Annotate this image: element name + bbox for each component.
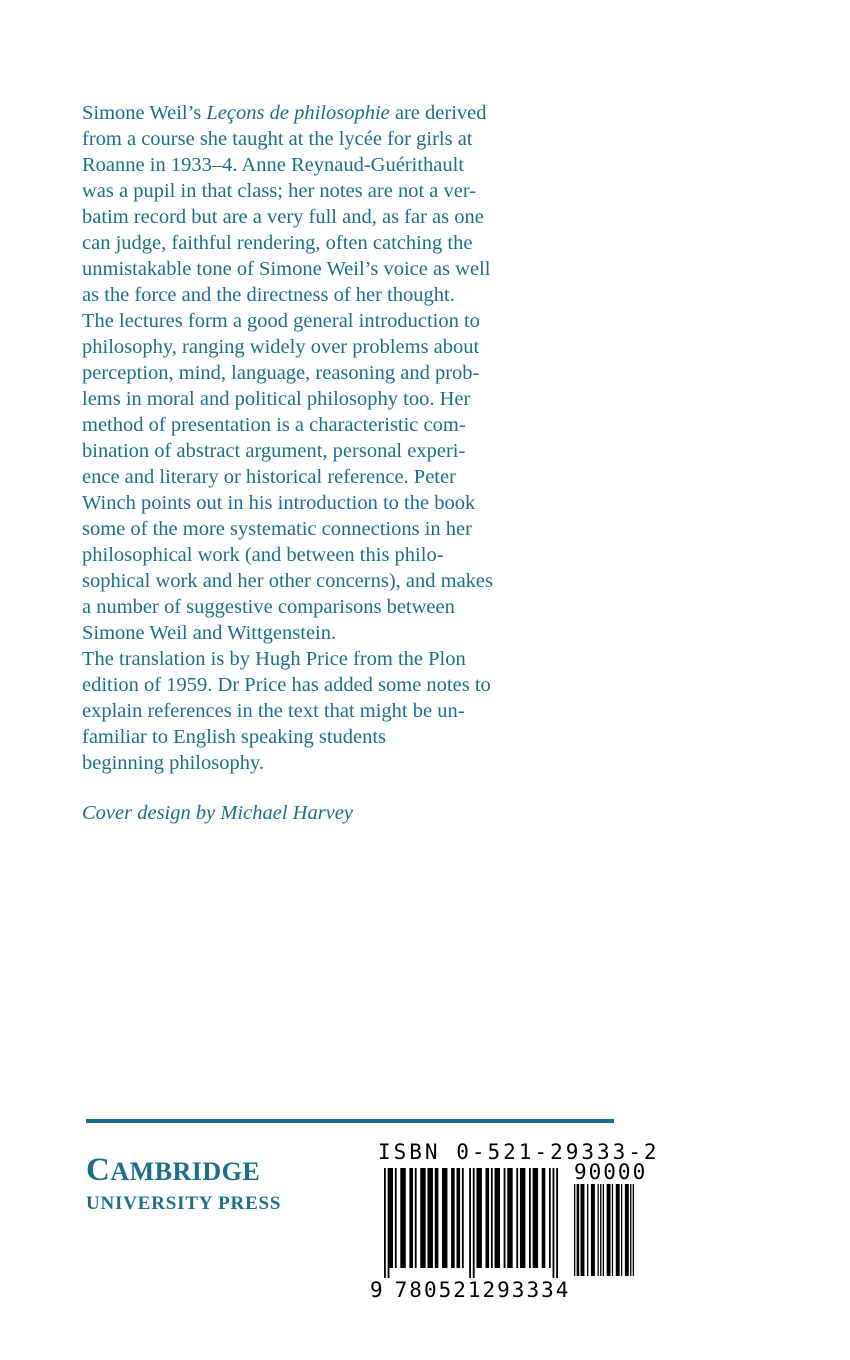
blurb-line: perception, mind, language, reasoning and prob- bbox=[82, 362, 480, 384]
barcode-bar bbox=[529, 1168, 531, 1268]
barcode-bar bbox=[462, 1168, 464, 1268]
blurb-line: ence and literary or historical reference. Peter bbox=[82, 466, 456, 488]
blurb-line: Roanne in 1933–4. Anne Reynaud-Guérithault bbox=[82, 154, 465, 176]
blurb-line bbox=[82, 100, 552, 126]
barcode-bar bbox=[451, 1168, 455, 1268]
barcode-bar bbox=[616, 1184, 620, 1276]
blurb-line: beginning philosophy. bbox=[82, 752, 265, 774]
barcode-bar bbox=[607, 1184, 611, 1276]
barcode-bar bbox=[533, 1168, 538, 1268]
blurb-line: lems in moral and political philosophy too. Her bbox=[82, 388, 471, 410]
barcode-bar bbox=[388, 1168, 390, 1278]
barcode-bar bbox=[587, 1184, 588, 1276]
barcode-bar bbox=[428, 1168, 433, 1268]
barcode-bar bbox=[435, 1168, 439, 1268]
publisher-subtitle: UNIVERSITY PRESS bbox=[86, 1193, 282, 1214]
barcode-bar bbox=[504, 1168, 506, 1268]
barcode-bar bbox=[486, 1168, 490, 1268]
blurb-line: philosophical work (and between this philo- bbox=[82, 544, 444, 566]
barcode-bar bbox=[633, 1184, 634, 1276]
barcode-bar bbox=[556, 1168, 558, 1278]
barcode-bar bbox=[574, 1184, 575, 1276]
ean-barcode-icon bbox=[384, 1168, 558, 1278]
publisher-name bbox=[86, 1152, 281, 1190]
publisher-name-initial: C bbox=[86, 1152, 111, 1188]
barcode-bar bbox=[420, 1168, 425, 1268]
blurb-line: Winch points out in his introduction to the book bbox=[82, 492, 476, 514]
blurb-line: familiar to English speaking students bbox=[82, 726, 387, 748]
barcode-bar bbox=[469, 1168, 471, 1278]
barcode-bar bbox=[409, 1168, 413, 1268]
blurb-line: as the force and the directness of her thought. bbox=[82, 284, 455, 306]
barcode-bar bbox=[553, 1168, 555, 1278]
barcode-bar bbox=[516, 1168, 518, 1268]
barcode-bar bbox=[389, 1168, 393, 1268]
book-title-italic: Leçons de philosophie bbox=[206, 102, 390, 124]
ean-lead-digit: 9 bbox=[370, 1278, 385, 1302]
blurb-line: explain references in the text that might be un- bbox=[82, 700, 465, 722]
barcode-bar bbox=[600, 1184, 601, 1276]
barcode-bar bbox=[400, 1168, 405, 1268]
barcode-bar bbox=[625, 1184, 629, 1276]
blurb-line: Simone Weil and Wittgenstein. bbox=[82, 622, 337, 644]
barcode-bar bbox=[577, 1184, 578, 1276]
ean-digits bbox=[370, 1278, 570, 1302]
barcode-bar bbox=[597, 1184, 598, 1276]
back-cover-blurb bbox=[82, 100, 552, 776]
barcode-bar bbox=[415, 1168, 417, 1268]
barcode-bar bbox=[578, 1184, 579, 1276]
blurb-line: can judge, faithful rendering, often catching the bbox=[82, 232, 473, 254]
barcode-bar bbox=[612, 1184, 613, 1276]
barcode-bar bbox=[591, 1184, 595, 1276]
barcode-bar bbox=[457, 1168, 461, 1268]
blurb-line: bination of abstract argument, personal experi- bbox=[82, 440, 466, 462]
divider-rule bbox=[86, 1119, 614, 1123]
blurb-line: method of presentation is a characteristic com- bbox=[82, 414, 466, 436]
blurb-line: sophical work and her other concerns), and makes bbox=[82, 570, 493, 592]
barcode-bar bbox=[495, 1168, 500, 1268]
blurb-line-1-pre: Simone Weil’s bbox=[82, 102, 207, 124]
blurb-line: The translation is by Hugh Price from the Plon bbox=[82, 648, 466, 670]
publisher-name-rest: AMBRIDGE bbox=[110, 1157, 261, 1186]
blurb-line: unmistakable tone of Simone Weil’s voice as well bbox=[82, 258, 491, 280]
barcode-bar bbox=[581, 1184, 585, 1276]
barcode-bar bbox=[621, 1184, 622, 1276]
barcode-bar bbox=[542, 1168, 546, 1268]
blurb-line: some of the more systematic connections in her bbox=[82, 518, 472, 540]
barcode-bar bbox=[384, 1168, 386, 1278]
barcode-bar bbox=[442, 1168, 447, 1268]
barcode-bar bbox=[520, 1168, 525, 1268]
barcode-bar bbox=[476, 1168, 481, 1268]
blurb-line: from a course she taught at the lycée for girls at bbox=[82, 128, 473, 150]
blurb-line: edition of 1959. Dr Price has added some notes to bbox=[82, 674, 491, 696]
blurb-line: batim record but are a very full and, as far as one bbox=[82, 206, 484, 228]
cover-design-credit: Cover design by Michael Harvey bbox=[82, 802, 353, 824]
barcode-bar bbox=[549, 1168, 551, 1268]
barcode-bar bbox=[507, 1168, 512, 1268]
barcode-bar bbox=[473, 1168, 475, 1278]
barcode-bar bbox=[630, 1184, 631, 1276]
blurb-line: was a pupil in that class; her notes are not a ver- bbox=[82, 180, 477, 202]
price-addon-digits: 90000 bbox=[574, 1160, 648, 1184]
barcode-bar bbox=[603, 1184, 604, 1276]
publisher-logo bbox=[86, 1152, 281, 1216]
blurb-line-1-post: are derived bbox=[389, 102, 487, 124]
blurb-line: a number of suggestive comparisons between bbox=[82, 596, 455, 618]
isbn-label: ISBN 0-521-29333-2 bbox=[378, 1140, 660, 1164]
barcode-bar bbox=[491, 1168, 493, 1268]
barcode-bar bbox=[395, 1168, 397, 1268]
blurb-line: The lectures form a good general introduction to bbox=[82, 310, 480, 332]
blurb-line: philosophy, ranging widely over problems about bbox=[82, 336, 480, 358]
price-addon-barcode-icon bbox=[574, 1184, 634, 1276]
ean-rest-digits: 780521293334 bbox=[394, 1278, 571, 1302]
